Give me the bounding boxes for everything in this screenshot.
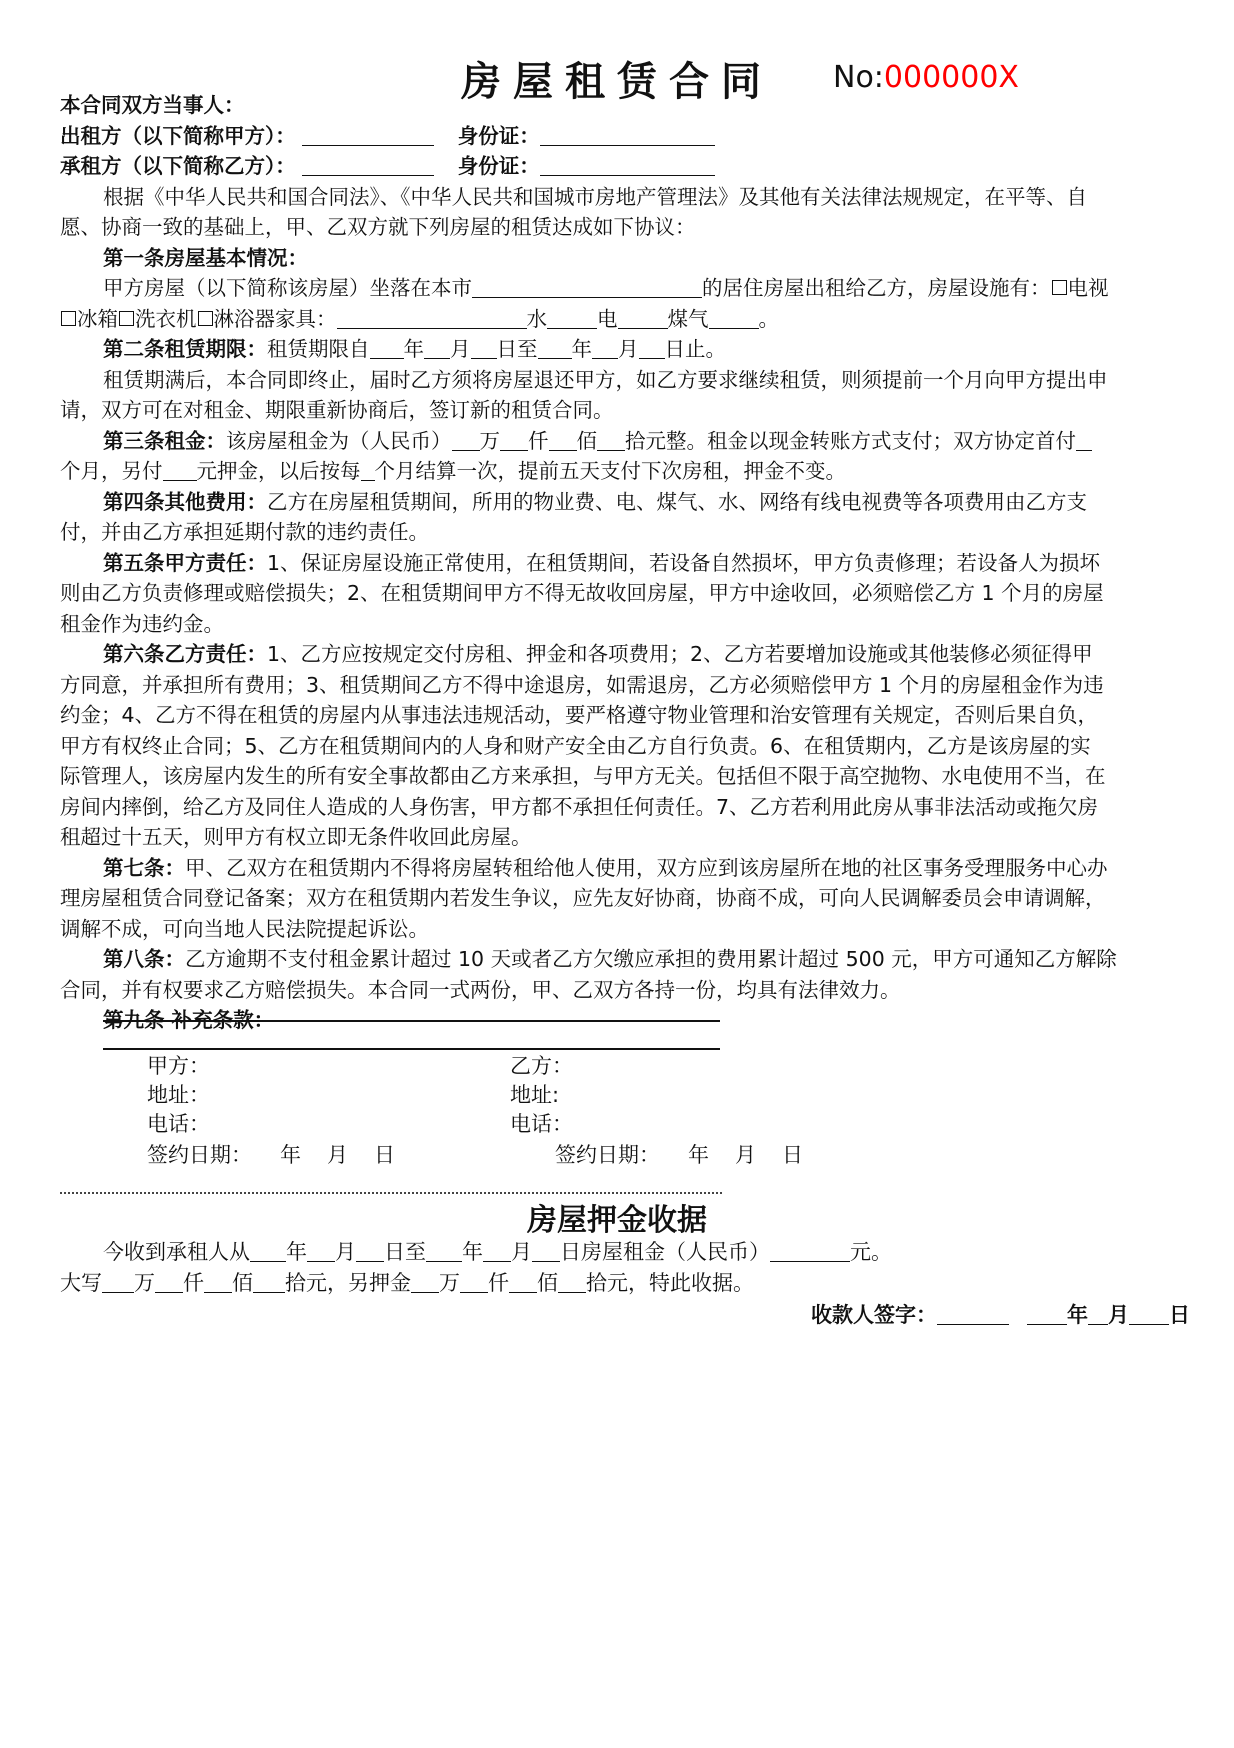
clause8-line-1	[60, 944, 1190, 975]
receipt-end-day-blank[interactable]	[532, 1239, 560, 1262]
clause1-text-b: 的居住房屋出租给乙方，房屋设施有：	[702, 276, 1051, 300]
receipt-qian: 仟	[183, 1271, 204, 1295]
checkbox-fridge[interactable]	[61, 311, 76, 326]
checkbox-tv[interactable]	[1052, 280, 1067, 295]
lessor-line	[60, 121, 1190, 152]
clause1-text-a: 甲方房屋（以下简称该房屋）坐落在本市	[103, 276, 472, 300]
receipt-year: 年	[286, 1240, 307, 1264]
party-b-day: 日	[782, 1143, 803, 1167]
address-blank[interactable]	[472, 275, 702, 298]
receipt-sign-month: 月	[1108, 1303, 1129, 1327]
clause4-text-a: 乙方在房屋租赁期间，所用的物业费、电、煤气、水、网络有线电视费等各项费用由乙方支	[267, 489, 1087, 514]
clause4-line-1	[60, 487, 1190, 518]
clause1-end: 。	[758, 306, 779, 331]
rent-qian-blank[interactable]	[500, 428, 528, 451]
clause2-line-1	[60, 334, 1190, 365]
clause7-text-a: 甲、乙双方在租赁期内不得将房屋转租给他人使用，双方应到该房屋所在地的社区事务受理服务中心办	[185, 855, 1108, 880]
clause5-line-2: 则由乙方负责修理或赔偿损失；2、在租赁期间甲方不得无故收回房屋，甲方中途收回，必须赔偿乙方 1 个月的房屋	[60, 581, 1104, 605]
label-gas: 煤气	[667, 306, 709, 331]
lessee-id-label: 身份证：	[457, 154, 540, 178]
clause6-line-1	[60, 639, 1190, 670]
receipt-bai-blank[interactable]	[204, 1270, 232, 1293]
receipt-end-year-blank[interactable]	[426, 1239, 462, 1262]
label-year-2: 年	[571, 337, 592, 361]
cycle-months-blank[interactable]	[361, 458, 375, 481]
receipt-signature-line	[60, 1300, 1190, 1330]
label-month: 月	[450, 337, 471, 361]
clause4-heading: 第四条其他费用：	[103, 489, 267, 514]
water-blank[interactable]	[547, 306, 597, 329]
furniture-blank[interactable]	[337, 306, 527, 329]
clause6-text-a: 1、乙方应按规定交付房租、押金和各项费用；2、乙方若要增加设施或其他装修必须征得甲	[267, 642, 1093, 666]
clause5-line-1	[60, 548, 1190, 579]
checkbox-shower[interactable]	[198, 311, 213, 326]
clause8-text-a: 乙方逾期不支付租金累计超过 10 天或者乙方欠缴应承担的费用累计超过 500 元，甲方可通知乙方解除	[185, 947, 1117, 971]
receipt-wan-blank[interactable]	[102, 1270, 134, 1293]
clause7-line-3: 调解不成，可向当地人民法院提起诉讼。	[60, 916, 429, 941]
clause2-text: 租赁期限自	[267, 337, 370, 361]
party-a-address-label: 地址：	[147, 1083, 210, 1107]
deposit-wan-blank[interactable]	[411, 1270, 439, 1293]
clause2-line-2: 租赁期满后，本合同即终止，届时乙方须将房屋退还甲方，如乙方要求继续租赁，则须提前一个月向甲方提出申	[103, 367, 1108, 392]
clause7-line-2: 理房屋租赁合同登记备案；双方在租赁期内若发生争议，应先友好协商，协商不成，可向人民调解委员会申请调解，	[60, 886, 1106, 910]
rent-bai-blank[interactable]	[549, 428, 577, 451]
receipt-sign-day-blank[interactable]	[1129, 1302, 1169, 1325]
clause3-line-1	[60, 426, 1190, 457]
label-month-2: 月	[618, 337, 639, 361]
clause6-line-2: 方同意，并承担所有费用；3、租赁期间乙方不得中途退房，如需退房，乙方必须赔偿甲方 1 个月的房屋租金作为违	[60, 672, 1104, 697]
contract-title: 房屋租赁合同	[461, 59, 773, 105]
lessee-name-blank[interactable]	[302, 153, 434, 176]
label-tv: 电视	[1067, 276, 1109, 300]
receipt-text-b: 日房屋租金（人民币）	[560, 1240, 770, 1264]
clause3-text-b: 拾元整。租金以现金转账方式支付；双方协定首付	[625, 428, 1076, 453]
party-b-phone-label: 电话：	[510, 1112, 573, 1136]
payee-label: 收款人签字：	[811, 1303, 937, 1327]
party-b-address-label: 地址:	[510, 1083, 560, 1107]
clause6-line-7: 租超过十五天，则甲方有权立即无条件收回此房屋。	[60, 825, 532, 849]
receipt-sign-year-blank[interactable]	[1027, 1302, 1067, 1325]
receipt-shi-blank[interactable]	[253, 1270, 285, 1293]
deposit-bai-blank[interactable]	[509, 1270, 537, 1293]
end-month-blank[interactable]	[592, 336, 618, 359]
deposit-shi-end: 拾元，特此收据。	[586, 1271, 754, 1295]
clause6-heading: 第六条乙方责任：	[103, 642, 267, 666]
clause7-heading: 第七条：	[103, 855, 185, 880]
document-number-prefix: No:	[833, 60, 884, 95]
rent-wan-blank[interactable]	[452, 428, 480, 451]
party-a-date	[147, 1141, 395, 1170]
clause4-line-2: 付，并由乙方承担延期付款的违约责任。	[60, 520, 429, 544]
lessor-id-label: 身份证：	[457, 123, 540, 148]
clause1-line-1	[60, 273, 1190, 304]
clause3-text-d: 元押金，以后按每	[196, 459, 361, 483]
clause2-line-3: 请，双方可在对租金、期限重新协商后，签订新的租赁合同。	[60, 398, 614, 422]
start-month-blank[interactable]	[424, 336, 450, 359]
clause7-line-1	[60, 853, 1190, 884]
party-a-date-label: 签约日期：	[147, 1143, 252, 1167]
receipt-start-year-blank[interactable]	[250, 1239, 286, 1262]
receipt-sign-year: 年	[1067, 1303, 1088, 1327]
party-a-day: 日	[374, 1143, 395, 1167]
contract-body	[60, 90, 1190, 1036]
party-b-month: 月	[735, 1143, 756, 1167]
document-number-value: 000000X	[883, 60, 1019, 95]
clause2-heading: 第二条租赁期限：	[103, 337, 267, 361]
clause5-line-3: 租金作为违约金。	[60, 611, 224, 636]
clause3-line-2	[60, 456, 1190, 487]
party-a-year: 年	[280, 1143, 301, 1167]
clause5-heading: 第五条甲方责任：	[103, 550, 267, 575]
clause6-line-5: 际管理人，该房屋内发生的所有安全事故都由乙方来承担，与甲方无关。包括但不限于高空抛物、水电使用不当，在	[60, 764, 1106, 788]
clause3-text-a: 该房屋租金为（人民币）	[226, 428, 452, 453]
receipt-sign-month-blank[interactable]	[1088, 1302, 1108, 1325]
preamble-line-1: 根据《中华人民共和国合同法》、《中华人民共和国城市房地产管理法》及其他有关法律法规规定，在平等、自	[103, 184, 1087, 209]
clause3-text-c: 个月，另付	[60, 459, 163, 483]
rent-shi-blank[interactable]	[597, 428, 625, 451]
label-fridge: 冰箱	[77, 306, 118, 331]
start-day-blank[interactable]	[471, 336, 497, 359]
receipt-wan: 万	[134, 1271, 155, 1295]
receipt-line-1	[60, 1237, 1233, 1267]
lessor-id-blank[interactable]	[540, 123, 715, 146]
checkbox-washer[interactable]	[119, 311, 134, 326]
first-months-blank[interactable]	[1076, 428, 1092, 451]
receipt-amount-blank[interactable]	[770, 1239, 850, 1262]
preamble-line-2: 愿、协商一致的基础上，甲、乙双方就下列房屋的租赁达成如下协议：	[60, 215, 696, 239]
deposit-qian: 仟	[488, 1271, 509, 1295]
lessee-id-blank[interactable]	[540, 153, 715, 176]
receipt-sign-day: 日	[1169, 1303, 1190, 1327]
clause3-text-e: 个月结算一次，提前五天支付下次房租，押金不变。	[374, 459, 846, 483]
receipt-end-month-blank[interactable]	[483, 1239, 511, 1262]
party-a-block	[147, 1052, 395, 1170]
clause1-line-2	[60, 304, 1190, 335]
receipt-month: 月	[335, 1240, 356, 1264]
receipt-day-to: 日至	[384, 1240, 426, 1264]
deposit-bai: 佰	[537, 1271, 558, 1295]
party-b-year: 年	[688, 1143, 709, 1167]
party-a-month: 月	[327, 1143, 348, 1167]
label-water: 水	[526, 306, 547, 331]
lessee-label: 承租方（以下简称乙方）：	[60, 154, 296, 178]
lessor-name-blank[interactable]	[302, 123, 434, 146]
receipt-title: 房屋押金收据	[527, 1203, 707, 1238]
label-shower-furniture: 淋浴器家具：	[213, 306, 337, 331]
end-day-blank[interactable]	[639, 336, 665, 359]
party-a-label: 甲方：	[147, 1054, 210, 1078]
label-electric: 电	[597, 306, 618, 331]
cut-line	[60, 1192, 722, 1194]
parties-intro: 本合同双方当事人：	[60, 93, 245, 117]
label-wan: 万	[479, 428, 500, 453]
clause9-heading: 第九条 补充条款：	[103, 1008, 275, 1032]
party-a-phone-label: 电话：	[147, 1112, 210, 1136]
receipt-qian-blank[interactable]	[155, 1270, 183, 1293]
receipt-start-month-blank[interactable]	[307, 1239, 335, 1262]
party-b-date-label: 签约日期：	[555, 1143, 660, 1167]
party-b-block	[510, 1052, 803, 1170]
clause8-line-2: 合同，并有权要求乙方赔偿损失。本合同一式两份，甲、乙双方各持一份，均具有法律效力。	[60, 977, 901, 1002]
label-year: 年	[403, 337, 424, 361]
deposit-wan: 万	[439, 1271, 460, 1295]
lessor-label: 出租方（以下简称甲方）：	[60, 123, 296, 148]
payee-signature-blank[interactable]	[937, 1302, 1009, 1325]
supplement-line-1[interactable]	[103, 1020, 720, 1022]
label-bai: 佰	[576, 428, 597, 453]
end-year-blank[interactable]	[538, 336, 572, 359]
receipt-yuan: 元。	[850, 1240, 892, 1264]
deposit-blank[interactable]	[163, 458, 197, 481]
receipt-start-day-blank[interactable]	[356, 1239, 384, 1262]
clause8-heading: 第八条：	[103, 947, 185, 971]
deposit-qian-blank[interactable]	[460, 1270, 488, 1293]
clause6-line-3: 约金；4、乙方不得在租赁的房屋内从事违法违规活动，要严格遵守物业管理和治安管理有关规定，否则后果自负，	[60, 703, 1099, 727]
electric-blank[interactable]	[618, 306, 668, 329]
receipt-capital-label: 大写	[60, 1271, 102, 1295]
clause6-line-6: 房间内摔倒，给乙方及同住人造成的人身伤害，甲方都不承担任何责任。7、乙方若利用此房从事非法活动或拖欠房	[60, 794, 1099, 819]
receipt-month-2: 月	[511, 1240, 532, 1264]
clause5-text-a: 1、保证房屋设施正常使用，在租赁期间，若设备自然损坏，甲方负责修理；若设备人为损坏	[267, 550, 1101, 575]
receipt-text-a: 今收到承租人从	[103, 1240, 250, 1264]
start-year-blank[interactable]	[370, 336, 404, 359]
supplement-line-2[interactable]	[103, 1048, 720, 1050]
label-day-to: 日至	[496, 337, 538, 361]
clause1-heading: 第一条房屋基本情况：	[103, 245, 308, 270]
deposit-shi-blank[interactable]	[558, 1270, 586, 1293]
receipt-line-2	[60, 1268, 1190, 1298]
receipt-bai: 佰	[232, 1271, 253, 1295]
receipt-year-2: 年	[462, 1240, 483, 1264]
clause3-heading: 第三条租金：	[103, 428, 226, 453]
party-b-date	[555, 1141, 803, 1170]
clause6-line-4: 甲方有权终止合同；5、乙方在租赁期间内的人身和财产安全由乙方自行负责。6、在租赁期内，乙方是该房屋的实	[60, 733, 1091, 758]
party-b-label: 乙方：	[510, 1054, 573, 1078]
label-qian: 仟	[528, 428, 549, 453]
lessee-line	[60, 151, 1190, 182]
receipt-shi: 拾元，另押金	[285, 1271, 411, 1295]
label-day-end: 日止。	[664, 337, 726, 361]
gas-blank[interactable]	[709, 306, 759, 329]
label-washer: 洗衣机	[135, 306, 197, 331]
